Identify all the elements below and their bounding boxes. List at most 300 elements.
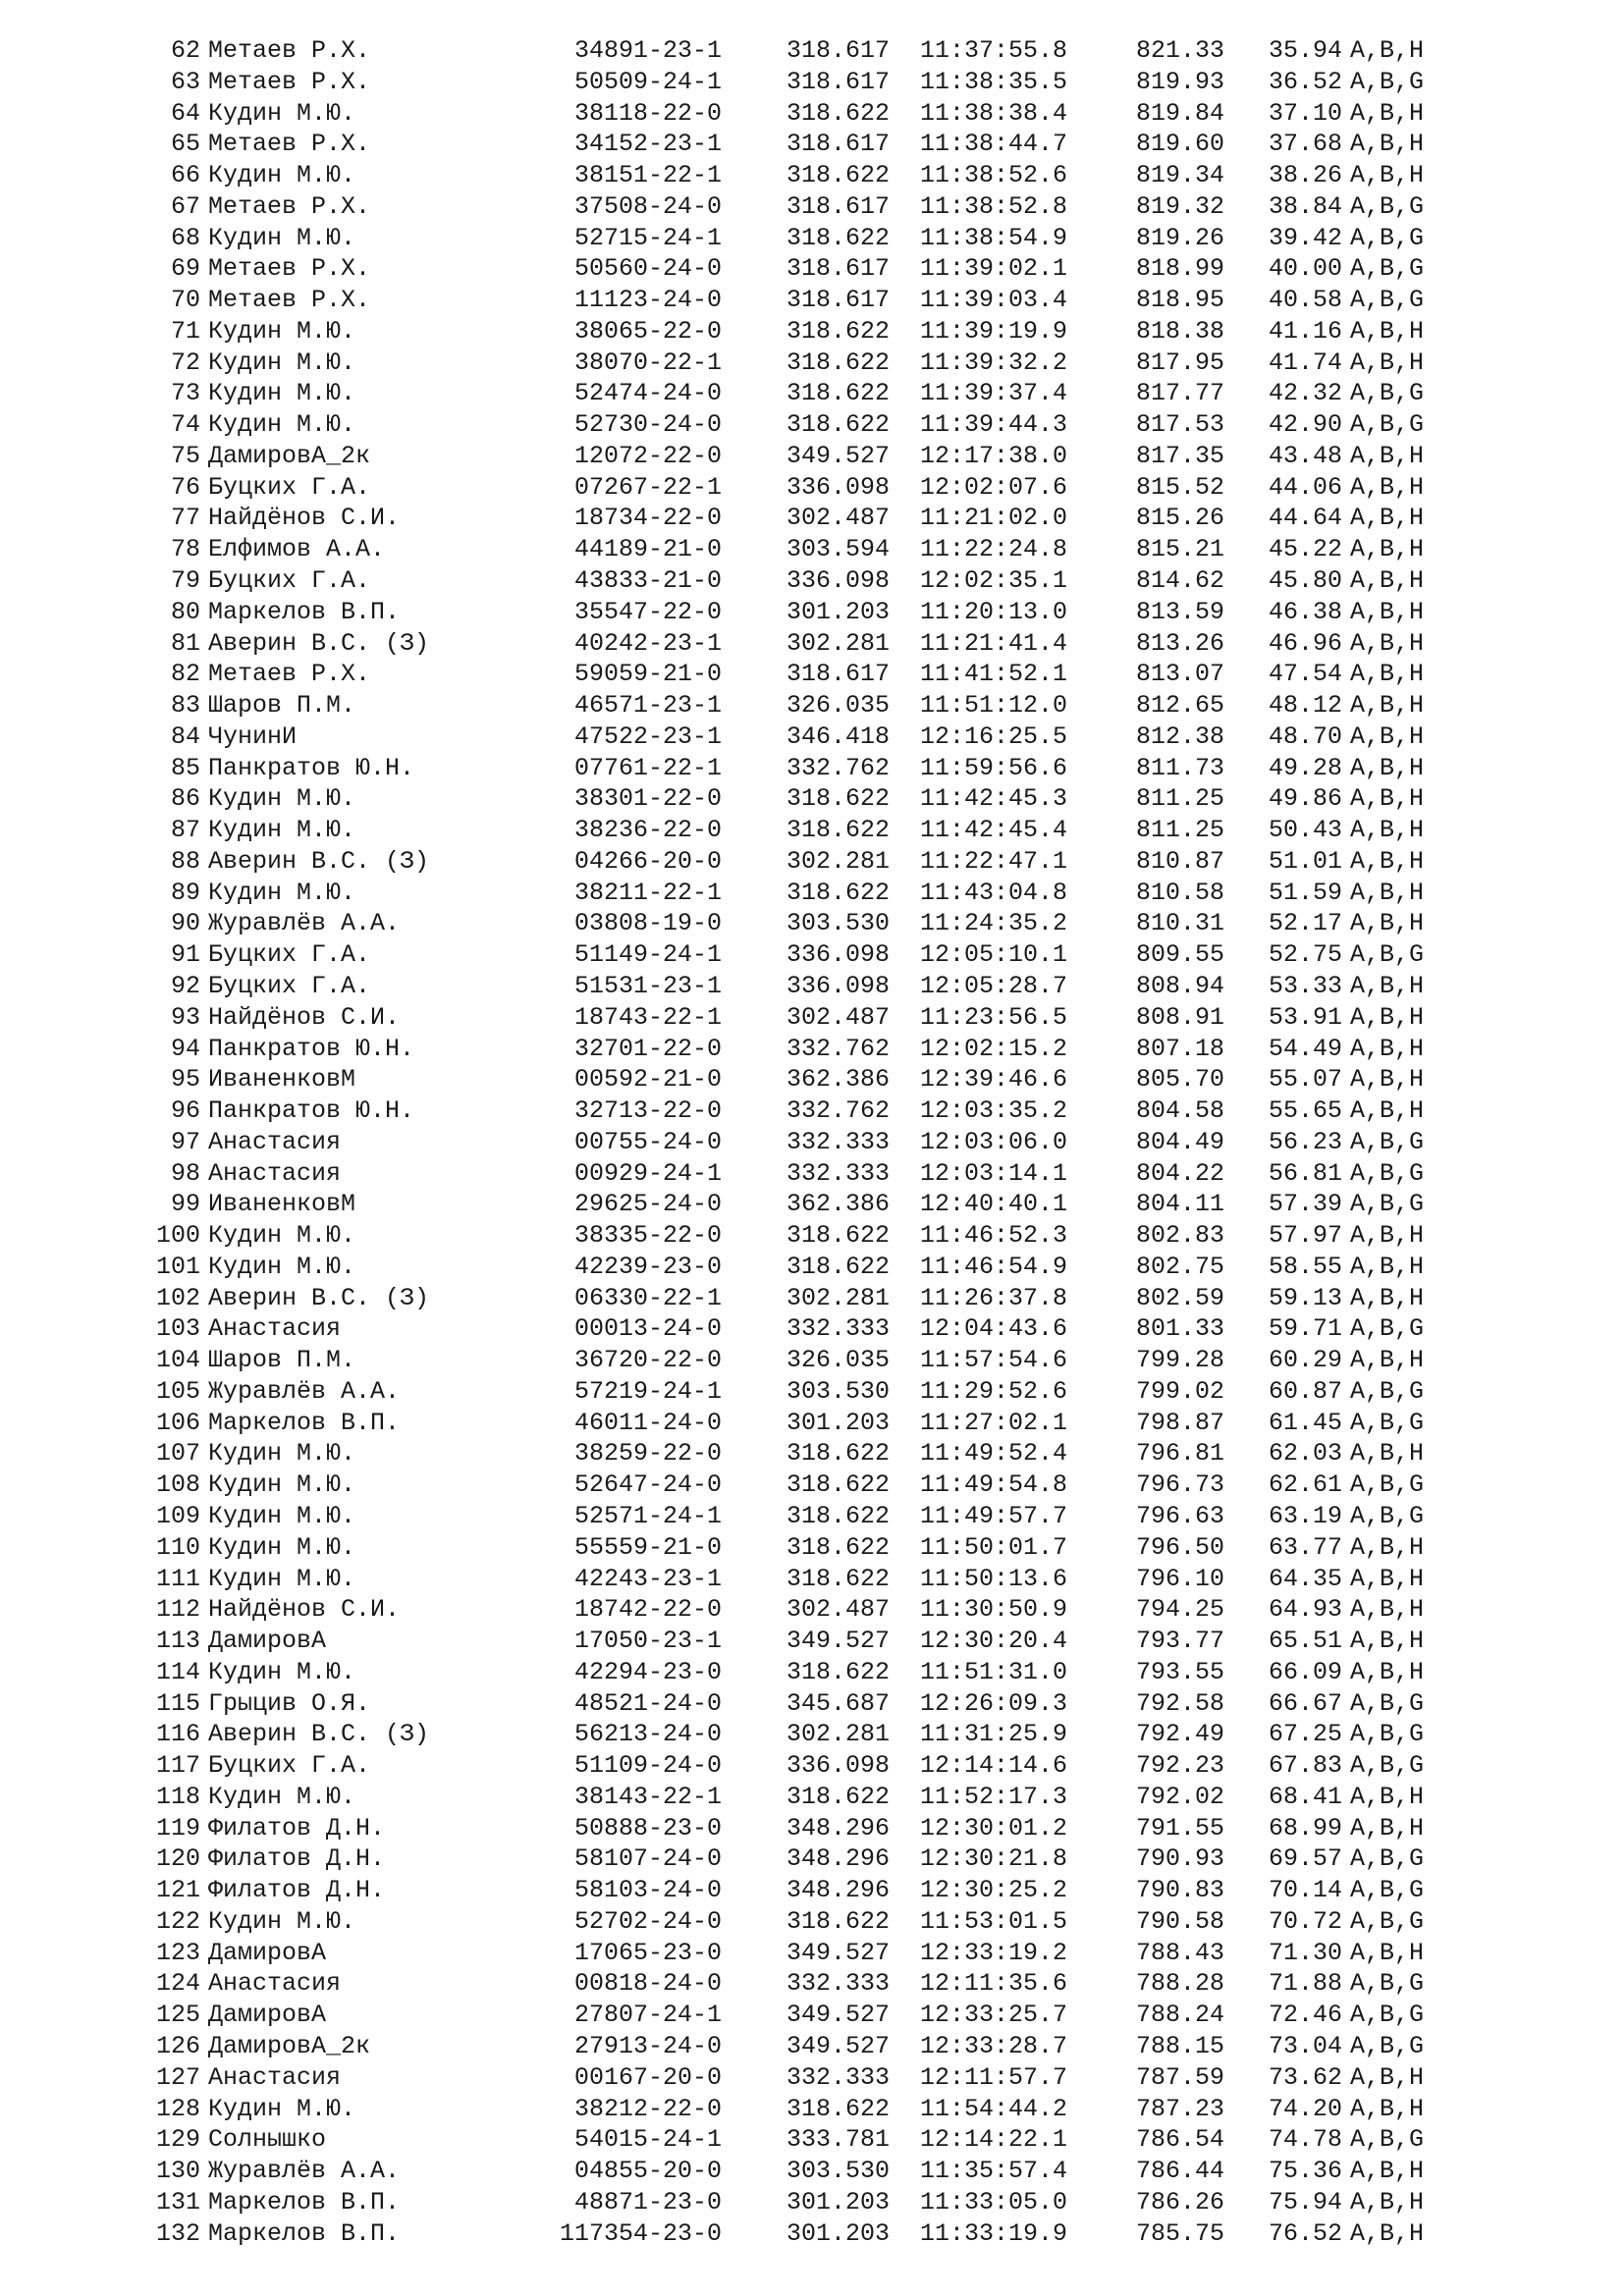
fancier-name: Аверин В.С. (З) [208,628,430,658]
ring-id: 52702-24-0 [573,1906,722,1936]
place-number: 79 [170,566,200,596]
arrival-time: 11:42:45.3 [920,784,1068,814]
ring-id: 27913-24-0 [573,2032,722,2060]
place-number: 103 [155,1314,200,1344]
ring-id: 52571-24-1 [573,1501,722,1530]
points: 64.35 [1269,1564,1343,1593]
place-number: 96 [170,1096,200,1126]
table-row [0,1408,1624,1439]
speed: 815.26 [1136,504,1225,533]
ring-id: 38335-22-0 [573,1221,722,1251]
arrival-time: 12:33:19.2 [920,1938,1068,1967]
points: 74.78 [1269,2125,1343,2155]
distance: 302.487 [786,1002,891,1032]
place-number: 78 [170,535,200,564]
points: 54.49 [1269,1034,1343,1063]
place-number: 68 [170,223,200,252]
arrival-time: 11:57:54.6 [920,1346,1068,1375]
fancier-name: Метаев Р.Х. [208,254,371,284]
points: 62.03 [1269,1439,1343,1468]
table-row [0,565,1624,597]
speed: 792.49 [1136,1720,1225,1749]
flags: A,B,G [1350,1876,1425,1905]
table-row [0,534,1624,565]
points: 48.12 [1269,691,1343,721]
points: 44.64 [1269,504,1343,533]
table-row [0,378,1624,409]
speed: 802.83 [1136,1221,1225,1251]
speed: 810.58 [1136,878,1225,907]
distance: 332.333 [786,2062,891,2092]
ring-id: 48521-24-0 [573,1688,722,1718]
table-row [0,441,1624,472]
distance: 318.622 [786,347,891,377]
arrival-time: 12:30:25.2 [920,1876,1068,1905]
ring-id: 52715-24-1 [573,223,722,252]
flags: A,B,H [1350,1034,1425,1063]
speed: 787.59 [1136,2062,1225,2092]
flags: A,B,G [1350,254,1425,284]
arrival-time: 11:39:19.9 [920,316,1068,346]
arrival-time: 11:38:54.9 [920,223,1068,252]
fancier-name: Кудин М.Ю. [208,98,356,128]
arrival-time: 11:33:19.9 [920,2218,1068,2248]
distance: 349.527 [786,1627,891,1656]
fancier-name: Маркелов В.П. [208,1408,401,1437]
fancier-name: Буцких Г.А. [208,472,371,502]
points: 74.20 [1269,2094,1343,2123]
ring-id: 04855-20-0 [573,2157,722,2186]
place-number: 73 [170,379,200,408]
fancier-name: Кудин М.Ю. [208,223,356,252]
place-number: 107 [155,1439,200,1468]
distance: 336.098 [786,940,891,970]
speed: 821.33 [1136,36,1225,65]
table-row [0,2062,1624,2094]
table-row [0,878,1624,909]
flags: A,B,H [1350,846,1425,876]
ring-id: 42294-23-0 [573,1657,722,1686]
arrival-time: 11:52:17.3 [920,1782,1068,1811]
fancier-name: Кудин М.Ю. [208,1906,356,1936]
place-number: 64 [170,98,200,128]
points: 70.14 [1269,1876,1343,1905]
distance: 318.617 [786,130,891,159]
flags: A,B,G [1350,1501,1425,1530]
place-number: 110 [155,1532,200,1562]
fancier-name: Маркелов В.П. [208,2187,401,2216]
ring-id: 00818-24-0 [573,1969,722,1999]
flags: A,B,H [1350,535,1425,564]
place-number: 122 [155,1906,200,1936]
distance: 333.781 [786,2125,891,2155]
points: 44.06 [1269,472,1343,502]
points: 47.54 [1269,660,1343,689]
distance: 318.617 [786,254,891,284]
fancier-name: Метаев Р.Х. [208,660,371,689]
place-number: 121 [155,1876,200,1905]
place-number: 104 [155,1346,200,1375]
arrival-time: 11:29:52.6 [920,1376,1068,1406]
arrival-time: 12:11:57.7 [920,2062,1068,2092]
speed: 811.25 [1136,784,1225,814]
points: 75.36 [1269,2157,1343,2186]
arrival-time: 11:39:32.2 [920,347,1068,377]
flags: A,B,H [1350,878,1425,907]
fancier-name: Кудин М.Ю. [208,784,356,814]
fancier-name: Буцких Г.А. [208,566,371,596]
distance: 301.203 [786,2218,891,2248]
flags: A,B,H [1350,597,1425,626]
place-number: 112 [155,1595,200,1625]
speed: 788.43 [1136,1938,1225,1967]
place-number: 80 [170,597,200,626]
table-row [0,1968,1624,2000]
table-row [0,939,1624,971]
speed: 793.55 [1136,1657,1225,1686]
fancier-name: Метаев Р.Х. [208,191,371,221]
speed: 819.60 [1136,130,1225,159]
arrival-time: 11:22:24.8 [920,535,1068,564]
distance: 303.530 [786,2157,891,2186]
points: 67.25 [1269,1720,1343,1749]
points: 42.32 [1269,379,1343,408]
arrival-time: 11:51:31.0 [920,1657,1068,1686]
arrival-time: 12:04:43.6 [920,1314,1068,1344]
points: 42.90 [1269,410,1343,440]
distance: 303.594 [786,535,891,564]
place-number: 128 [155,2094,200,2123]
speed: 796.10 [1136,1564,1225,1593]
ring-id: 117354-23-0 [559,2218,722,2248]
table-row [0,2218,1624,2250]
ring-id: 38118-22-0 [573,98,722,128]
distance: 318.622 [786,2094,891,2123]
distance: 318.622 [786,410,891,440]
speed: 788.24 [1136,2001,1225,2030]
flags: A,B,G [1350,410,1425,440]
distance: 301.203 [786,597,891,626]
speed: 812.65 [1136,691,1225,721]
flags: A,B,H [1350,504,1425,533]
flags: A,B,H [1350,98,1425,128]
fancier-name: Найдёнов С.И. [208,1595,401,1625]
fancier-name: Елфимов А.А. [208,535,386,564]
place-number: 69 [170,254,200,284]
points: 62.61 [1269,1470,1343,1500]
points: 41.16 [1269,316,1343,346]
table-row [0,1938,1624,1969]
fancier-name: ДамировА_2к [208,441,371,470]
speed: 786.44 [1136,2157,1225,2186]
ring-id: 00013-24-0 [573,1314,722,1344]
points: 43.48 [1269,441,1343,470]
arrival-time: 11:23:56.5 [920,1002,1068,1032]
speed: 796.81 [1136,1439,1225,1468]
table-row [0,409,1624,441]
table-row [0,1127,1624,1158]
flags: A,B,G [1350,1158,1425,1188]
place-number: 94 [170,1034,200,1063]
table-row [0,1843,1624,1875]
table-row [0,1657,1624,1688]
arrival-time: 11:39:02.1 [920,254,1068,284]
points: 50.43 [1269,816,1343,845]
place-number: 118 [155,1782,200,1811]
table-row [0,1002,1624,1034]
flags: A,B,H [1350,566,1425,596]
ring-id: 55559-21-0 [573,1532,722,1562]
points: 56.81 [1269,1158,1343,1188]
flags: A,B,G [1350,1190,1425,1219]
fancier-name: ИваненковМ [208,1190,356,1219]
distance: 318.622 [786,379,891,408]
arrival-time: 11:27:02.1 [920,1408,1068,1437]
arrival-time: 12:03:14.1 [920,1158,1068,1188]
flags: A,B,G [1350,2125,1425,2155]
place-number: 71 [170,316,200,346]
speed: 813.26 [1136,628,1225,658]
speed: 810.31 [1136,909,1225,938]
place-number: 120 [155,1844,200,1874]
distance: 303.530 [786,909,891,938]
table-row [0,1719,1624,1750]
points: 76.52 [1269,2218,1343,2248]
ring-id: 00592-21-0 [573,1065,722,1095]
distance: 318.622 [786,784,891,814]
flags: A,B,G [1350,1906,1425,1936]
points: 73.62 [1269,2062,1343,2092]
distance: 318.622 [786,1657,891,1686]
flags: A,B,H [1350,1564,1425,1593]
points: 59.71 [1269,1314,1343,1344]
ring-id: 47522-23-1 [573,721,722,751]
distance: 318.622 [786,1221,891,1251]
fancier-name: Панкратов Ю.Н. [208,1096,415,1126]
arrival-time: 11:54:44.2 [920,2094,1068,2123]
arrival-time: 12:14:14.6 [920,1751,1068,1781]
table-row [0,472,1624,504]
flags: A,B,H [1350,36,1425,65]
points: 55.65 [1269,1096,1343,1126]
speed: 805.70 [1136,1065,1225,1095]
distance: 302.487 [786,504,891,533]
fancier-name: Метаев Р.Х. [208,286,371,315]
points: 45.80 [1269,566,1343,596]
place-number: 129 [155,2125,200,2155]
flags: A,B,G [1350,223,1425,252]
arrival-time: 12:26:09.3 [920,1688,1068,1718]
flags: A,B,G [1350,2032,1425,2060]
arrival-time: 11:26:37.8 [920,1283,1068,1312]
distance: 318.622 [786,1564,891,1593]
table-row [0,846,1624,878]
ring-id: 56213-24-0 [573,1720,722,1749]
ring-id: 29625-24-0 [573,1190,722,1219]
speed: 819.93 [1136,67,1225,96]
speed: 794.25 [1136,1595,1225,1625]
points: 59.13 [1269,1283,1343,1312]
ring-id: 44189-21-0 [573,535,722,564]
ring-id: 50888-23-0 [573,1813,722,1842]
place-number: 113 [155,1627,200,1656]
table-row [0,1345,1624,1376]
ring-id: 38211-22-1 [573,878,722,907]
ring-id: 51109-24-0 [573,1751,722,1781]
flags: A,B,G [1350,1314,1425,1344]
place-number: 81 [170,628,200,658]
place-number: 75 [170,441,200,470]
speed: 791.55 [1136,1813,1225,1842]
table-row [0,1594,1624,1626]
place-number: 101 [155,1252,200,1281]
ring-id: 50560-24-0 [573,254,722,284]
place-number: 87 [170,816,200,845]
place-number: 62 [170,36,200,65]
fancier-name: Кудин М.Ю. [208,2094,356,2123]
distance: 332.762 [786,753,891,782]
distance: 362.386 [786,1065,891,1095]
arrival-time: 11:46:54.9 [920,1252,1068,1281]
arrival-time: 12:16:25.5 [920,721,1068,751]
speed: 817.95 [1136,347,1225,377]
place-number: 100 [155,1221,200,1251]
fancier-name: Кудин М.Ю. [208,1439,356,1468]
ring-id: 58103-24-0 [573,1876,722,1905]
fancier-name: Шаров П.М. [208,1346,356,1375]
fancier-name: Анастасия [208,1158,342,1188]
arrival-time: 11:39:03.4 [920,286,1068,315]
table-row [0,659,1624,690]
speed: 793.77 [1136,1627,1225,1656]
arrival-time: 11:39:44.3 [920,410,1068,440]
arrival-time: 11:38:38.4 [920,98,1068,128]
distance: 349.527 [786,2032,891,2060]
ring-id: 34152-23-1 [573,130,722,159]
fancier-name: Анастасия [208,1969,342,1999]
table-row [0,2124,1624,2156]
place-number: 85 [170,753,200,782]
ring-id: 11123-24-0 [573,286,722,315]
arrival-time: 12:11:35.6 [920,1969,1068,1999]
table-row [0,1532,1624,1564]
points: 52.17 [1269,909,1343,938]
distance: 301.203 [786,1408,891,1437]
flags: A,B,H [1350,130,1425,159]
ring-id: 00167-20-0 [573,2062,722,2092]
place-number: 97 [170,1127,200,1156]
ring-id: 38259-22-0 [573,1439,722,1468]
flags: A,B,H [1350,753,1425,782]
ring-id: 59059-21-0 [573,660,722,689]
flags: A,B,H [1350,2094,1425,2123]
table-row [0,1158,1624,1190]
points: 58.55 [1269,1252,1343,1281]
ring-id: 32701-22-0 [573,1034,722,1063]
distance: 318.622 [786,878,891,907]
fancier-name: ЧунинИ [208,721,298,751]
fancier-name: Филатов Д.Н. [208,1844,386,1874]
speed: 819.26 [1136,223,1225,252]
place-number: 76 [170,472,200,502]
distance: 345.687 [786,1688,891,1718]
arrival-time: 11:39:37.4 [920,379,1068,408]
points: 37.10 [1269,98,1343,128]
speed: 804.11 [1136,1190,1225,1219]
distance: 318.622 [786,1906,891,1936]
place-number: 114 [155,1657,200,1686]
table-row [0,628,1624,660]
speed: 796.73 [1136,1470,1225,1500]
speed: 804.22 [1136,1158,1225,1188]
table-row [0,690,1624,721]
fancier-name: Кудин М.Ю. [208,379,356,408]
flags: A,B,G [1350,1127,1425,1156]
flags: A,B,G [1350,1408,1425,1437]
points: 41.74 [1269,347,1343,377]
distance: 348.296 [786,1844,891,1874]
table-row [0,253,1624,285]
speed: 792.58 [1136,1688,1225,1718]
distance: 332.333 [786,1969,891,1999]
points: 36.52 [1269,67,1343,96]
points: 68.99 [1269,1813,1343,1842]
speed: 786.26 [1136,2187,1225,2216]
ring-id: 32713-22-0 [573,1096,722,1126]
distance: 348.296 [786,1876,891,1905]
ring-id: 52730-24-0 [573,410,722,440]
speed: 792.23 [1136,1751,1225,1781]
ring-id: 38070-22-1 [573,347,722,377]
table-row [0,2094,1624,2125]
points: 37.68 [1269,130,1343,159]
points: 56.23 [1269,1127,1343,1156]
flags: A,B,H [1350,691,1425,721]
ring-id: 18734-22-0 [573,504,722,533]
table-row [0,1376,1624,1408]
table-row [0,1875,1624,1906]
place-number: 82 [170,660,200,689]
flags: A,B,H [1350,721,1425,751]
ring-id: 04266-20-0 [573,846,722,876]
place-number: 131 [155,2187,200,2216]
ring-id: 57219-24-1 [573,1376,722,1406]
arrival-time: 11:41:52.1 [920,660,1068,689]
distance: 332.333 [786,1158,891,1188]
flags: A,B,G [1350,1844,1425,1874]
speed: 817.77 [1136,379,1225,408]
table-row [0,2187,1624,2218]
ring-id: 58107-24-0 [573,1844,722,1874]
speed: 798.87 [1136,1408,1225,1437]
fancier-name: Журавлёв А.А. [208,2157,401,2186]
fancier-name: Журавлёв А.А. [208,1376,401,1406]
ring-id: 27807-24-1 [573,2001,722,2030]
place-number: 132 [155,2218,200,2248]
table-row [0,783,1624,815]
ring-id: 17050-23-1 [573,1627,722,1656]
ring-id: 35547-22-0 [573,597,722,626]
points: 73.04 [1269,2032,1343,2060]
fancier-name: Кудин М.Ю. [208,161,356,190]
table-row [0,1313,1624,1345]
fancier-name: Кудин М.Ю. [208,410,356,440]
arrival-time: 11:22:47.1 [920,846,1068,876]
table-row [0,1813,1624,1844]
fancier-name: Маркелов В.П. [208,2218,401,2248]
fancier-name: Кудин М.Ю. [208,878,356,907]
speed: 814.62 [1136,566,1225,596]
